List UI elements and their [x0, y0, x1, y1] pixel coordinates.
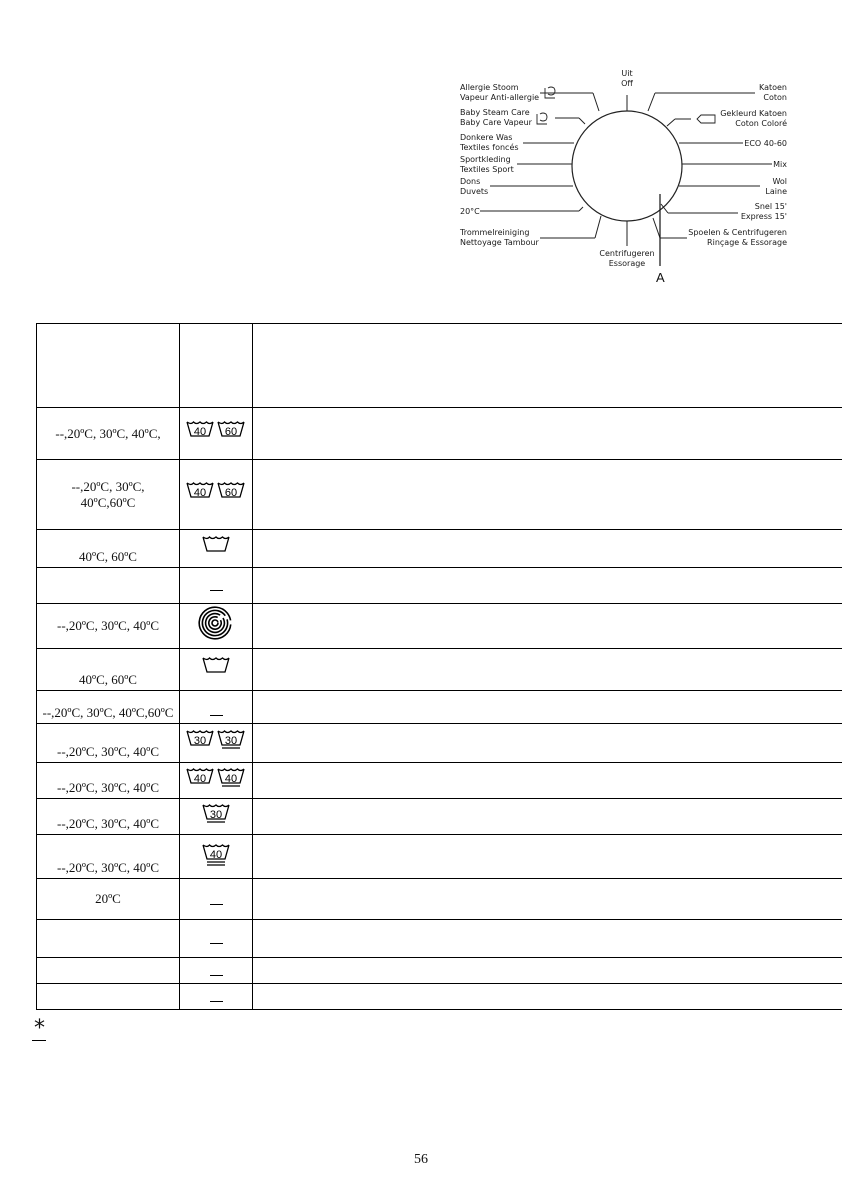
svg-text:30: 30	[193, 735, 207, 747]
description-cell	[253, 604, 842, 649]
dial-label-20c: 20°C	[460, 207, 480, 216]
wash-symbol-icon	[185, 418, 247, 446]
temperature-cell: 20ºC	[37, 879, 180, 920]
temperature-cell	[37, 324, 180, 408]
svg-text:40: 40	[193, 486, 207, 499]
description-cell	[253, 568, 842, 604]
svg-text:40: 40	[224, 772, 238, 785]
temperature-cell: --,20ºC, 30ºC, 40ºC	[37, 724, 180, 763]
care-symbol-cell	[180, 835, 253, 879]
dash-symbol	[210, 590, 223, 591]
temperature-cell: 40ºC, 60ºC	[37, 530, 180, 568]
table-row	[37, 460, 842, 530]
temperature-cell: --,20ºC, 30ºC, 40ºC	[37, 604, 180, 649]
care-symbol-cell	[180, 799, 253, 835]
care-symbol-cell	[180, 763, 253, 799]
footnote-underline	[32, 1040, 46, 1041]
temperature-cell	[37, 958, 180, 984]
table-row	[37, 649, 842, 691]
pointer-label-a: A	[656, 270, 665, 285]
description-cell	[253, 984, 842, 1010]
wash-symbol-icon	[185, 479, 247, 507]
table-row	[37, 324, 842, 408]
woolmark-icon	[196, 604, 236, 644]
temperature-cell: --,20ºC, 30ºC, 40ºC,	[37, 408, 180, 460]
dial-label-eco: ECO 40-60	[744, 139, 787, 148]
table-row	[37, 691, 842, 724]
dial-label-off: Uit Off	[621, 69, 633, 88]
table-row	[37, 604, 842, 649]
dial-label-rinse-spin: Spoelen & Centrifugeren Rinçage & Essorage	[688, 228, 787, 247]
care-symbol-cell	[180, 649, 253, 691]
temperature-cell: --,20ºC, 30ºC, 40ºC,60ºC	[37, 691, 180, 724]
dial-label-express: Snel 15' Express 15'	[740, 202, 787, 221]
dash-symbol	[210, 904, 223, 905]
care-symbol-cell	[180, 324, 253, 408]
description-cell	[253, 920, 842, 958]
footnote-asterisk: *	[34, 1016, 45, 1041]
temperature-cell	[37, 984, 180, 1010]
table-row	[37, 984, 842, 1010]
care-symbol-cell	[180, 460, 253, 530]
table-row	[37, 408, 842, 460]
dash-symbol	[210, 715, 223, 716]
dial-label-colored-cotton: Gekleurd Katoen Coton Coloré	[720, 109, 787, 128]
temperature-cell: --,20ºC, 30ºC, 40ºC,60ºC	[37, 460, 180, 530]
svg-text:40: 40	[209, 848, 223, 861]
temperature-cell	[37, 568, 180, 604]
dash-symbol	[210, 975, 223, 976]
table-row	[37, 958, 842, 984]
svg-text:30: 30	[209, 808, 223, 821]
svg-text:40: 40	[193, 772, 207, 785]
description-cell	[253, 835, 842, 879]
temperature-cell: --,20ºC, 30ºC, 40ºC	[37, 763, 180, 799]
care-symbol-cell	[180, 568, 253, 604]
dial-label-sportswear: Sportkleding Textiles Sport	[460, 155, 514, 174]
svg-text:30: 30	[224, 735, 238, 747]
care-symbol-cell	[180, 724, 253, 763]
description-cell	[253, 958, 842, 984]
description-cell	[253, 724, 842, 763]
care-symbol-cell	[180, 879, 253, 920]
temperature-cell	[37, 920, 180, 958]
table-row	[37, 879, 842, 920]
description-cell	[253, 530, 842, 568]
program-dial-diagram	[455, 66, 795, 288]
description-cell	[253, 763, 842, 799]
care-symbol-cell	[180, 920, 253, 958]
temperature-cell: --,20ºC, 30ºC, 40ºC	[37, 835, 180, 879]
wash-symbol-icon	[201, 841, 231, 869]
dial-label-cotton: Katoen Coton	[758, 83, 787, 102]
svg-text:60: 60	[224, 486, 238, 499]
dial-label-spin: Centrifugeren Essorage	[599, 249, 655, 268]
description-cell	[253, 691, 842, 724]
table-row	[37, 920, 842, 958]
care-symbol-cell	[180, 984, 253, 1010]
description-cell	[253, 879, 842, 920]
dial-label-mix: Mix	[773, 160, 787, 169]
table-row	[37, 530, 842, 568]
table-row	[37, 799, 842, 835]
care-symbol-cell	[180, 408, 253, 460]
dash-symbol	[210, 943, 223, 944]
description-cell	[253, 649, 842, 691]
table-row	[37, 763, 842, 799]
table-row	[37, 835, 842, 879]
description-cell	[253, 460, 842, 530]
care-symbol-cell	[180, 604, 253, 649]
description-cell	[253, 324, 842, 408]
wash-symbol-icon	[185, 727, 247, 755]
description-cell	[253, 408, 842, 460]
care-symbol-cell	[180, 958, 253, 984]
table-row	[37, 724, 842, 763]
dial-label-baby-steam: Baby Steam Care Baby Care Vapeur	[460, 108, 532, 127]
care-symbol-cell	[180, 691, 253, 724]
description-cell	[253, 799, 842, 835]
wash-symbol-icon	[201, 533, 231, 561]
wash-symbol-icon	[201, 654, 231, 682]
page-number: 56	[414, 1152, 428, 1167]
temperature-cell: --,20ºC, 30ºC, 40ºC	[37, 799, 180, 835]
table-row	[37, 568, 842, 604]
dial-label-wool: Wol Laine	[765, 177, 787, 196]
care-symbol-cell	[180, 530, 253, 568]
dial-label-duvets: Dons Duvets	[460, 177, 489, 196]
dash-symbol	[210, 1001, 223, 1002]
dial-label-allergy-steam: Allergie Stoom Vapeur Anti-allergie	[460, 83, 540, 102]
dial-label-drum-clean: Trommelreiniging Nettoyage Tambour	[460, 228, 539, 247]
dial-label-dark-wash: Donkere Was Textiles foncés	[460, 133, 519, 152]
wash-symbol-icon	[185, 765, 247, 793]
svg-text:60: 60	[224, 425, 238, 438]
wash-symbol-icon	[201, 801, 231, 829]
temperature-cell: 40ºC, 60ºC	[37, 649, 180, 691]
svg-text:40: 40	[193, 425, 207, 438]
programme-table	[36, 323, 842, 1010]
